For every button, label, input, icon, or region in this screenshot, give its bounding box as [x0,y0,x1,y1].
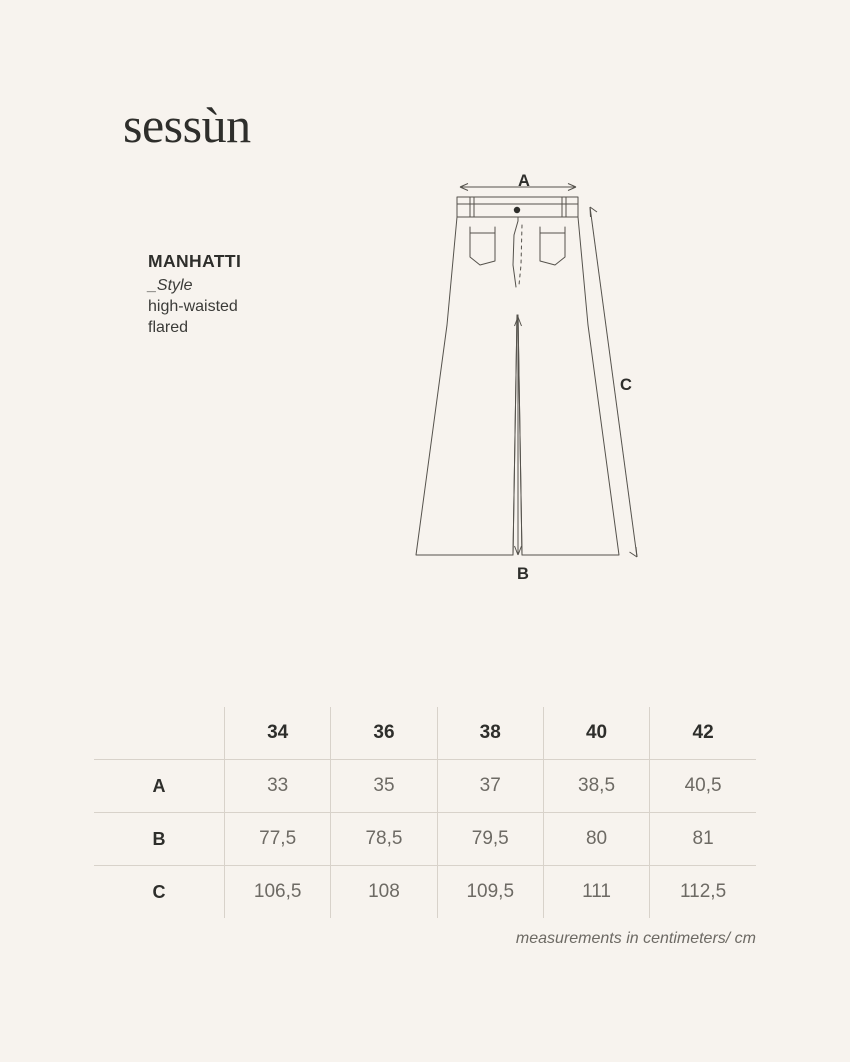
dimension-label-b: B [517,565,529,583]
dimension-label-c: C [620,376,632,394]
table-cell: 40,5 [650,760,756,813]
table-cell: 78,5 [331,813,437,866]
table-corner-header [94,707,225,760]
table-row [94,760,756,813]
table-cell: 112,5 [680,881,727,902]
table-cell: 81 [650,813,756,866]
table-header-row [94,707,756,760]
table-cell: 109,5 [437,866,543,919]
size-table-head [94,707,756,760]
style-label: _Style [148,277,193,295]
brand-wordmark: sessùn [123,97,251,153]
table-cell: 80 [543,813,649,866]
table-cell: 111 [543,866,649,919]
column-header-size: 34 [225,707,331,760]
product-description-line1: high-waisted [148,298,238,316]
product-info [148,250,241,338]
table-cell: 106,5 [225,866,331,919]
row-header-measure: B [94,813,225,866]
size-table [94,707,756,918]
measurement-unit-note: measurements in centimeters/ cm [515,930,756,947]
column-header-size: 38 [437,707,543,760]
table-row [94,866,756,919]
table-cell: 35 [331,760,437,813]
table-cell: 108 [331,866,437,919]
product-name: MANHATTI [148,251,242,271]
row-header-measure: A [94,760,225,813]
column-header-size: 40 [543,707,649,760]
table-row [94,813,756,866]
table-cell: 33 [225,760,331,813]
table-cell: 37 [437,760,543,813]
size-table-container [94,707,756,918]
product-description-line2: flared [148,319,189,337]
dimension-label-a: A [518,172,530,190]
table-cell: 79,5 [437,813,543,866]
column-header-size: 42 [650,707,756,760]
table-cell: 38,5 [543,760,649,813]
table-cell: 77,5 [225,813,331,866]
row-header-measure: C [94,866,225,919]
size-table-body [94,760,756,919]
trousers-technical-drawing [400,165,780,595]
column-header-size: 36 [331,707,437,760]
